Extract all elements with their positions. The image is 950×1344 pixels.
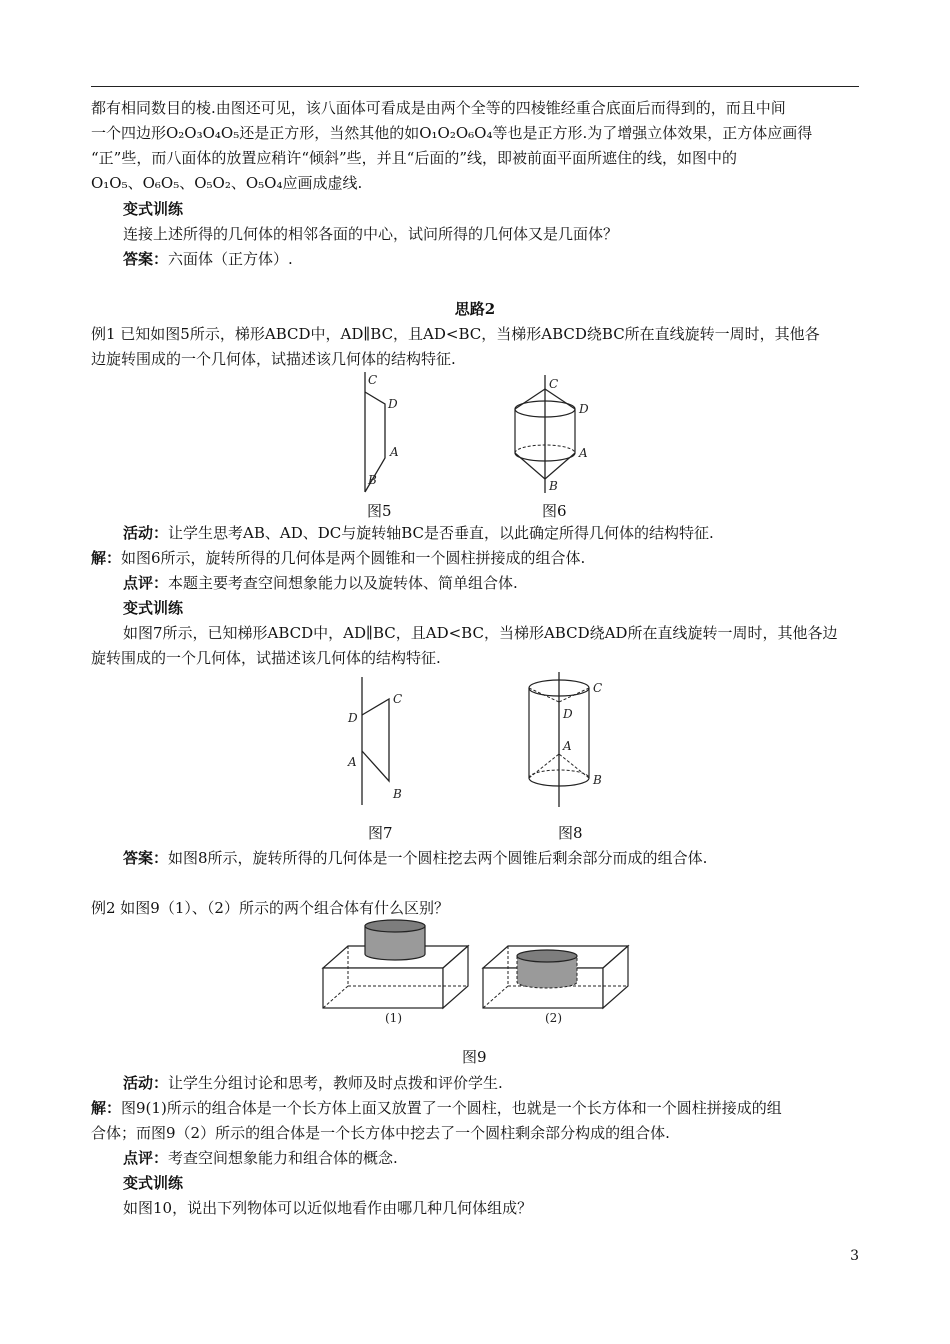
figure-6-cone-cylinder-cone [505,375,589,495]
intro-line-3: “正”些，而八面体的放置应稍许“倾斜”些，并且“后面的”线，即被前面平面所遮住的线，如图中的 [91,149,738,167]
label-b: B [368,473,377,487]
solution-2-line-2: 合体；而图9（2）所示的组合体是一个长方体中挖去了一个圆柱剩余部分构成的组合体. [91,1124,670,1142]
answer-label: 答案： [123,250,169,268]
solution-label: 解： [91,1099,122,1117]
solution-text: 图9(1)所示的组合体是一个长方体上面又放置了一个圆柱，也就是一个长方体和一个圆柱拼接成的组 [121,1099,782,1117]
answer-text: 如图8所示，旋转所得的几何体是一个圆柱挖去两个圆锥后剩余部分而成的组合体. [168,849,708,867]
fig9-caption: 图9 [462,1048,487,1066]
label-c: C [368,373,378,387]
label-c: C [593,681,603,695]
label-a: A [390,445,399,459]
label-c: C [393,692,403,706]
intro-line-2: 一个四边形O₂O₃O₄O₅还是正方形，当然其他的如O₁O₂O₆O₄等也是正方形.为了增强立体效果，正方体应画得 [91,124,813,142]
comment-2 [123,1146,398,1170]
example1-line-2: 边旋转围成的一个几何体，试描述该几何体的结构特征. [91,350,456,368]
label-d: D [388,397,398,411]
trapezoid-edges [362,699,389,781]
comment-text: 考查空间想象能力和组合体的概念. [168,1149,398,1167]
variant-heading-1: 变式训练 [123,200,184,218]
solution-1 [91,546,585,570]
figure-8-hollowed-cylinder [517,672,607,807]
variant-heading-2: 变式训练 [123,599,184,617]
answer-text: 六面体（正方体）. [168,250,293,268]
solution-text: 如图6所示，旋转所得的几何体是两个圆锥和一个圆柱拼接成的组合体. [121,549,586,567]
comment-text: 本题主要考查空间想象能力以及旋转体、简单组合体. [168,574,518,592]
label-a: A [563,739,572,753]
activity-text: 让学生分组讨论和思考，教师及时点拨和评价学生. [168,1074,503,1092]
figure-9-2-box-with-hole [483,918,628,1028]
figure-5-trapezoid [350,372,410,492]
label-d: D [348,711,358,725]
variant3-question: 如图10，说出下列物体可以近似地看作由哪几种几何体组成？ [123,1199,533,1217]
box-front-face [323,968,443,1008]
hole-top [517,950,577,962]
sub-caption-2: (2) [545,1011,562,1025]
label-b: B [549,479,558,493]
activity-text: 让学生思考AB、AD、DC与旋转轴BC是否垂直，以此确定所得几何体的结构特征. [168,524,714,542]
solution-label: 解： [91,549,122,567]
solution-2-line-1 [91,1096,782,1120]
intro-line-4: O₁O₅、O₆O₅、O₅O₂、O₅O₄应画成虚线. [91,174,363,192]
fig6-caption: 图6 [542,502,567,520]
label-b: B [393,787,402,801]
fig8-caption: 图8 [558,824,583,842]
comment-label: 点评： [123,574,169,592]
variant-heading-3: 变式训练 [123,1174,184,1192]
fig5-caption: 图5 [367,502,392,520]
comment-label: 点评： [123,1149,169,1167]
activity-label: 活动： [123,524,169,542]
figure-7-trapezoid [345,677,415,805]
sub-caption-1: (1) [385,1011,402,1025]
figure-9-1-box-with-cylinder [323,918,468,1028]
intro-line-1: 都有相同数目的棱.由图还可见，该八面体可看成是由两个全等的四棱锥经重合底面后而得到的，而且中间 [91,99,786,117]
variant2-line-1: 如图7所示，已知梯形ABCD中，AD∥BC，且AD<BC，当梯形ABCD绕AD所在直线旋转一周时，其他各边 [123,624,838,642]
example2-question: 例2 如图9（1）、（2）所示的两个组合体有什么区别？ [91,899,449,917]
section-title: 思路2 [454,300,496,318]
cylinder-top [365,920,425,932]
activity-2 [123,1071,503,1095]
comment-1 [123,571,518,595]
fig7-caption: 图7 [368,824,393,842]
example1-line-1: 例1 已知如图5所示，梯形ABCD中，AD∥BC，且AD<BC，当梯形ABCD绕BC所在直线旋转一周时，其他各 [91,325,820,343]
header-rule [91,86,859,87]
variant-question-1: 连接上述所得的几何体的相邻各面的中心，试问所得的几何体又是几面体？ [123,225,619,243]
answer-label: 答案： [123,849,169,867]
variant2-line-2: 旋转围成的一个几何体，试描述该几何体的结构特征. [91,649,441,667]
variant-answer-1 [123,247,293,271]
answer-2 [123,846,707,870]
label-c: C [549,377,559,391]
label-d: D [579,402,589,416]
page-number: 3 [850,1248,859,1264]
label-b: B [593,773,602,787]
activity-label: 活动： [123,1074,169,1092]
label-d: D [563,707,573,721]
activity-1 [123,521,714,545]
label-a: A [579,446,588,460]
label-a: A [348,755,357,769]
